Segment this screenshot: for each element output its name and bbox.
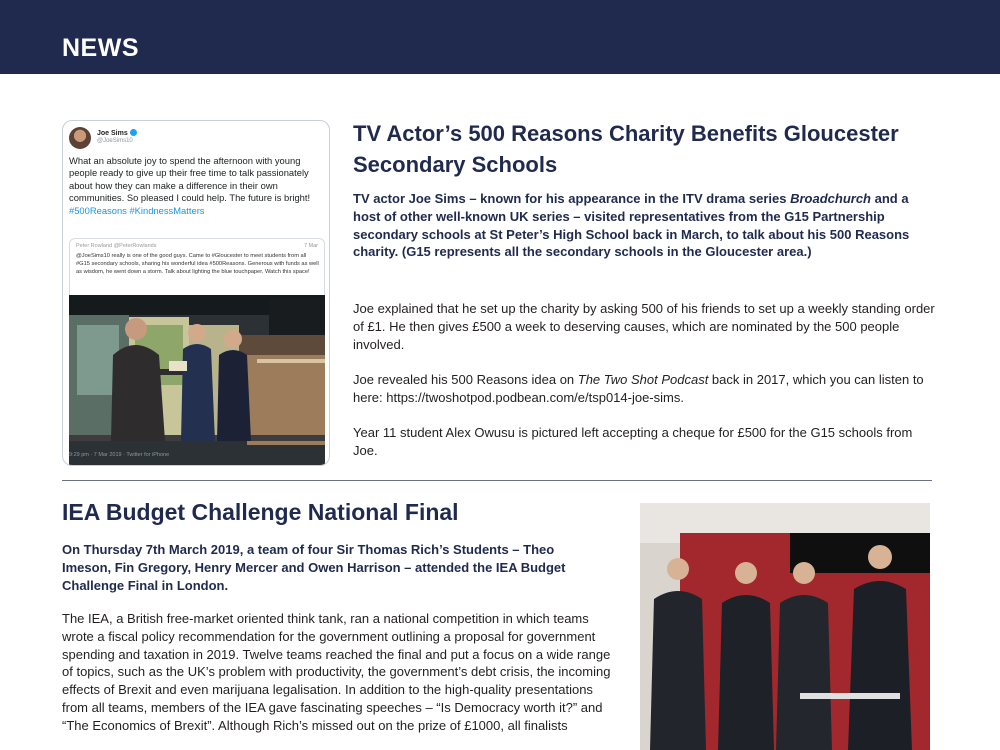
article-2-title: IEA Budget Challenge National Final xyxy=(62,499,459,525)
divider xyxy=(62,480,932,481)
article-2-paragraph: The IEA, a British free-market oriented think tank, ran a national competition in which teams wrote a fiscal policy recommendation for the government outlining a proposal for government spending and taxation in 2019. Twelve teams reached the final and put a focus on a wide range of topics, such as the UK’s problem with productivity, the government’s debt crisis, the incoming effects of Brexit and even marijuana legalisation. In addition to the high-quality presentations from all teams, members of the IEA gave fascinating speeches – “Is Democracy worth it?” and “The Economics of Brexit”. Although Rich’s missed out on the prize of £1000, all finalists xyxy=(62,611,611,733)
tweet-photo xyxy=(69,295,325,466)
verified-icon xyxy=(130,129,137,136)
tweet-header xyxy=(69,127,319,153)
quoted-tweet-date: 7 Mar xyxy=(303,243,318,249)
tweet-handle: @JoeSims10 xyxy=(97,138,133,144)
section-title: NEWS xyxy=(62,34,139,62)
avatar xyxy=(69,127,91,149)
news-banner xyxy=(0,0,1000,74)
article-2-lead: On Thursday 7th March 2019, a team of four Sir Thomas Rich’s Students – Theo Imeson, Fin Gregory, Henry Mercer and Owen Harrison – attended the IEA Budget Challenge Final in London. xyxy=(62,542,566,593)
article-1-paragraph: Joe explained that he set up the charity by asking 500 of his friends to set up a weekly standing order of £1. He then gives £500 a week to deserving causes, which are nominated by the 500 people involved. xyxy=(353,301,935,352)
tweet-author xyxy=(97,129,137,137)
article-1-lead-text-end: and a host of other well-known UK series – visited representatives from the G15 Partnership secondary schools at St Peter’s High School back in March, to talk about his 500 Reasons charity. (G15 represents all the secondary schools in the Gloucester area.) xyxy=(353,191,910,260)
article-1-lead-text: TV actor Joe Sims – known for his appearance in the ITV drama series xyxy=(353,191,791,206)
tweet-body: What an absolute joy to spend the afternoon with young people ready to give up their free time to talk passionately about how they can make a difference in their own communities. So pleased I could help. The future is bright! xyxy=(69,155,311,204)
article-1-title: TV Actor’s 500 Reasons Charity Benefits Gloucester Secondary Schools xyxy=(353,121,899,177)
article-1-p2-text: Joe revealed his 500 Reasons idea on xyxy=(353,372,578,387)
quoted-tweet-text: @JoeSims10 really is one of the good guys. Came to #Gloucester to meet students from all #G15 secondary schools, sharing his wonderful idea #500Reasons. Generous with funds as well as wisdom, he went down a storm. Talk about lighting the blue touchpaper. Watch this space! xyxy=(76,253,319,275)
article-1-p2-italic: The Two Shot Podcast xyxy=(577,372,709,387)
article-1-caption: Year 11 student Alex Owusu is pictured left accepting a cheque for £500 for the G15 schools from Joe. xyxy=(353,425,913,458)
article-1-p2-text-end: back in 2017, which you can listen to here: https://twoshotpod.podbean.com/e/tsp014-joe-sims. xyxy=(353,372,924,405)
tweet-hashtags: #500Reasons #KindnessMatters xyxy=(69,204,205,216)
tweet-photo-image xyxy=(69,295,325,466)
team-photo-image xyxy=(640,503,930,750)
article-1-lead xyxy=(353,190,938,261)
tweet-footer: 9:29 pm · 7 Mar 2019 · Twitter for iPhone xyxy=(69,452,170,458)
quoted-tweet-user: Peter Rowland @PeterRowlands xyxy=(76,243,157,249)
tweet-author-name: Joe Sims xyxy=(97,130,128,137)
tweet-text xyxy=(69,155,325,217)
article-1-paragraph-podcast xyxy=(353,371,938,407)
article-1-lead-italic: Broadchurch xyxy=(790,191,871,206)
team-photo xyxy=(640,503,930,750)
tweet-card xyxy=(62,120,330,466)
